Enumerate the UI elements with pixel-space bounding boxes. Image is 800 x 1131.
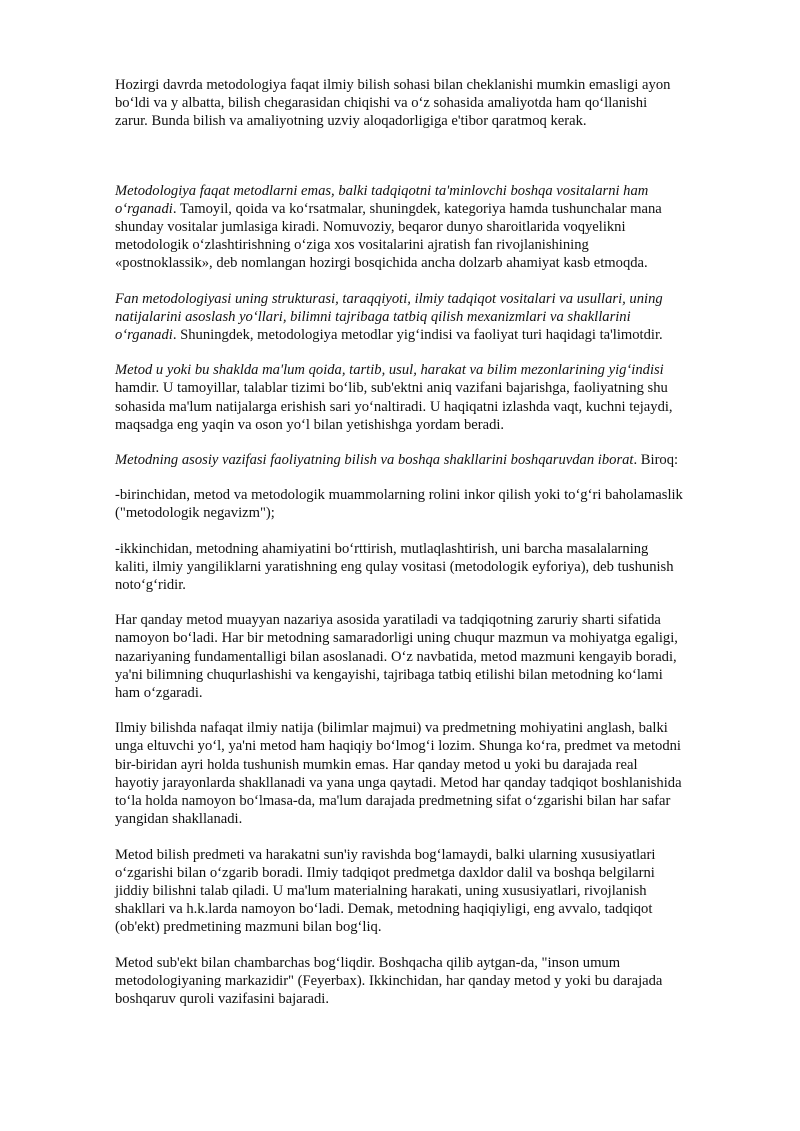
paragraph-5-text: . Biroq: xyxy=(633,452,679,469)
paragraph-7-text: -ikkinchidan, metodning ahamiyatini bo‘rttirish, mutlaqlashtirish, uni barcha masalalarning kaliti, ilmiy yangiliklarni yaratishning eng qulay vositasi (metodologik eyforiya), deb tushunish noto‘g‘ridir. xyxy=(115,540,674,594)
paragraph-8-text: Har qanday metod muayyan nazariya asosida yaratiladi va tadqiqotning zaruriy sharti sifatida namoyon bo‘ladi. Har bir metodning samaradorligi uning chuqur mazmun va mohiyatga egaligi, nazariyaning fundamentalligi bilan asoslanadi. O‘z navbatida, metod mazmuni kengayib boradi, ya'ni bilimning chuqurlashishi va kengayishi, tajribaga tatbiq etilishi bilan metodning ko‘lami ham o‘zgaradi. xyxy=(115,612,678,702)
paragraph-2-italic: Metodologiya faqat metodlarni emas, balki tadqiqotni ta'minlovchi boshqa vositalarni ham o‘rganadi xyxy=(115,182,649,217)
paragraph-2 xyxy=(115,182,745,273)
paragraph-5-italic: Metodning asosiy vazifasi faoliyatning bilish va boshqa shakllarini boshqaruvdan iborat xyxy=(115,452,634,469)
paragraph-4-italic: Metod u yoki bu shaklda ma'lum qoida, tartib, usul, harakat va bilim mezonlarining yig‘indisi xyxy=(115,362,664,379)
paragraph-7 xyxy=(115,540,745,595)
paragraph-1-text: Hozirgi davrda metodologiya faqat ilmiy bilish sohasi bilan cheklanishi mumkin emasligi ayon bo‘ldi va y albatta, bilish chegarasidan chiqishi va o‘z sohasida amaliyotda ham qo‘llanishi zarur. Bunda bilish va amaliyotning uzviy aloqadorligiga e'tibor qaratmoq kerak. xyxy=(115,77,671,130)
paragraph-1 xyxy=(115,76,745,131)
paragraph-3-italic: Fan metodologiyasi uning strukturasi, taraqqiyoti, ilmiy tadqiqot vositalari va usullari, uning natijalarini asoslash yo‘llari, bilimni tajribaga tatbiq qilish mexanizmlari va shakllarini o‘rganadi xyxy=(115,290,663,344)
paragraph-9 xyxy=(115,719,745,828)
paragraph-11-text: Metod sub'ekt bilan chambarchas bog‘liqdir. Boshqacha qilib aytgan-da, "inson umum metodologiyaning markazidir" (Feyerbax). Ikkinchidan, har qanday metod y yoki bu darajada boshqaruv quroli vazifasini bajaradi. xyxy=(115,954,663,1007)
document-page xyxy=(115,76,745,1025)
paragraph-6-text: -birinchidan, metod va metodologik muammolarning rolini inkor qilish yoki to‘g‘ri baholamaslik ("metodologik negavizm"); xyxy=(115,487,683,522)
paragraph-9-text: Ilmiy bilishda nafaqat ilmiy natija (bilimlar majmui) va predmetning mohiyatini anglash, balki unga eltuvchi yo‘l, ya'ni metod ham haqiqiy bo‘lmog‘i lozim. Shunga ko‘ra, predmet va metodni bir-biridan ayri holda tushunish mumkin emas. Har qanday metod u yoki bu darajada real hayotiy jarayonlarda shakllanadi va yana unga qaytadi. Metod har qanday tadqiqot boshlanishida to‘la holda namoyon bo‘lmasa-da, ma'lum darajada predmetning sifat o‘zgarishi bilan har safar yangidan shakllanadi. xyxy=(115,720,682,828)
paragraph-8 xyxy=(115,611,745,702)
paragraph-2-text: . Tamoyil, qoida va ko‘rsatmalar, shuningdek, kategoriya hamda tushunchalar mana shunday vositalar jumlasiga kiradi. Nomuvoziy, beqaror dunyo sharoitlarida voqyelikni metodologik o‘zlashtirishning o‘ziga xos vositalarini ajratish fan rivojlanishining «postnoklassik», deb nomlangan hozirgi bosqichida ancha dolzarb ahamiyat kasb etmoqda. xyxy=(115,200,662,272)
paragraph-10-text: Metod bilish predmeti va harakatni sun'iy ravishda bog‘lamaydi, balki ularning xususiyatlari o‘zgarishi bilan o‘zgarib boradi. Ilmiy tadqiqot predmetga daxldor dalil va boshqa belgilarni jiddiy bilishni talab qiladi. U ma'lum materialning harakati, uning xususiyatlari, rivojlanish shakllari va h.k.larda namoyon bo‘ladi. Demak, metodning haqiqiyligi, eng avvalo, tadqiqot (ob'ekt) predmetining mazmuni bilan bog‘liq. xyxy=(115,846,656,936)
paragraph-11 xyxy=(115,954,745,1009)
paragraph-3-text: . Shuningdek, metodologiya metodlar yig‘indisi va faoliyat turi haqidagi ta'limotdir. xyxy=(172,327,663,344)
paragraph-5 xyxy=(115,451,745,469)
paragraph-4 xyxy=(115,361,745,434)
paragraph-10 xyxy=(115,846,745,937)
paragraph-6 xyxy=(115,486,745,522)
paragraph-4-text: hamdir. U tamoyillar, talablar tizimi bo‘lib, sub'ektni aniq vazifani bajarishga, faoliyatning shu sohasida ma'lum natijalarga erishish sari yo‘naltiradi. U haqiqatni izlashda vaqt, kuchni tejaydi, maqsadga eng yaqin va oson yo‘l bilan yetishishga yordam beradi. xyxy=(115,380,673,433)
paragraph-3 xyxy=(115,290,745,345)
